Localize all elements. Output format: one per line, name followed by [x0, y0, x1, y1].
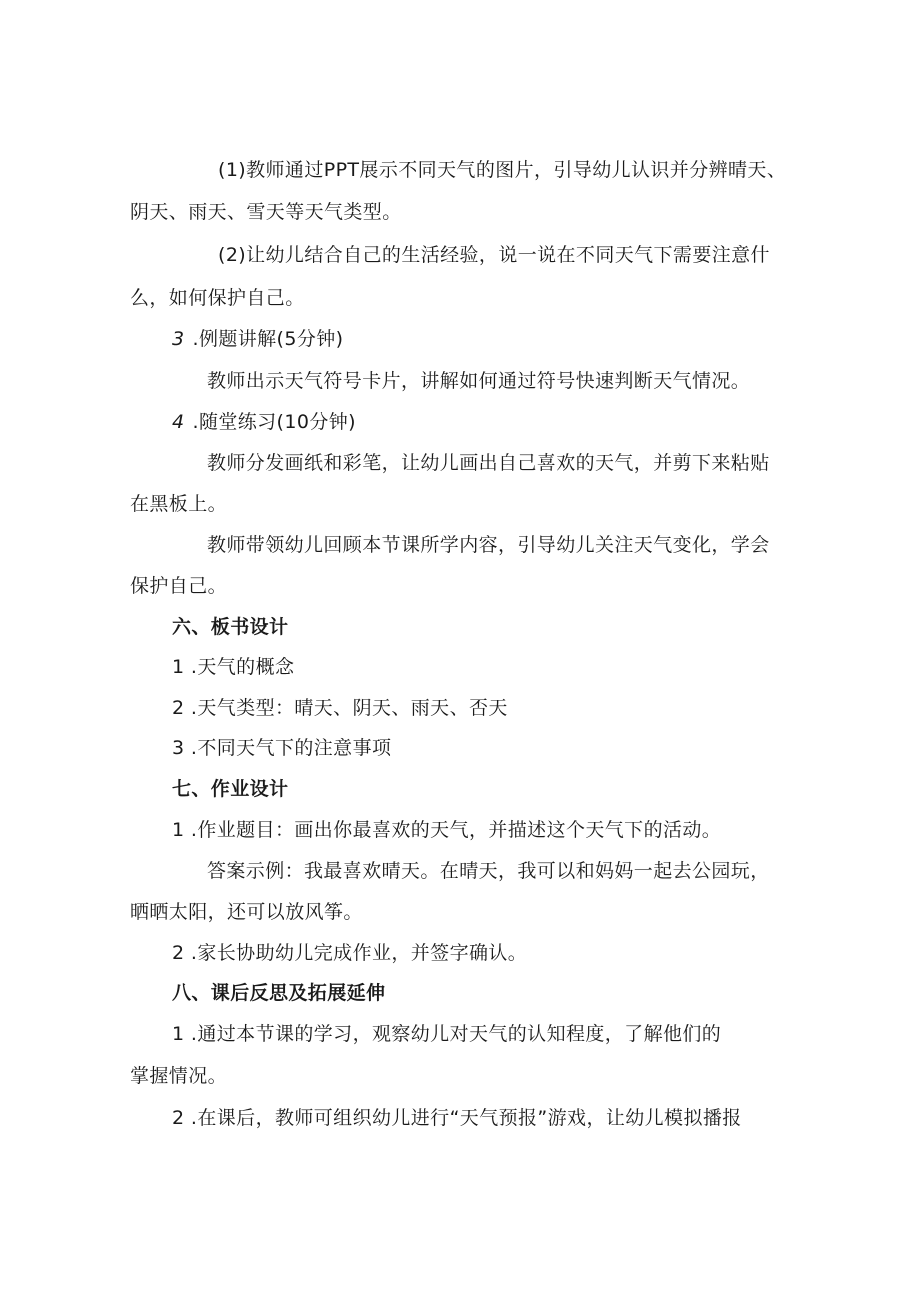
section-3-body: 教师出示天气符号卡片，讲解如何通过符号快速判断天气情况。 — [207, 370, 751, 392]
step-item-1-line1: (1)教师通过PPT展示不同天气的图片，引导幼儿认识并分辨晴天、 — [218, 159, 787, 181]
step-item-2-line1: (2)让幼儿结合自己的生活经验，说一说在不同天气下需要注意什 — [218, 244, 770, 266]
homework-answer-line2: 晒晒太阳，还可以放风筝。 — [130, 901, 363, 923]
board-design-item-3: 3 .不同天气下的注意事项 — [172, 737, 392, 759]
summary-line2: 保护自己。 — [130, 575, 228, 597]
section-4-title — [172, 410, 356, 434]
section-3-title-text: .例题讲解(5分钟) — [192, 328, 344, 350]
section-4-body-line2: 在黑板上。 — [130, 493, 228, 515]
step-item-1-line2: 阴天、雨天、雪天等天气类型。 — [130, 201, 402, 223]
homework-item-1: 1 .作业题目：画出你最喜欢的天气，并描述这个天气下的活动。 — [172, 819, 722, 841]
board-design-item-1: 1 .天气的概念 — [172, 656, 295, 678]
summary-line1: 教师带领幼儿回顾本节课所学内容，引导幼儿关注天气变化，学会 — [207, 534, 770, 556]
section-3-number: 3 — [172, 328, 185, 350]
reflection-item-1-line1: 1 .通过本节课的学习，观察幼儿对天气的认知程度，了解他们的 — [172, 1023, 722, 1045]
reflection-heading: 八、课后反思及拓展延伸 — [172, 982, 386, 1004]
reflection-item-1-line2: 掌握情况。 — [130, 1065, 228, 1087]
section-4-title-text: .随堂练习(10分钟) — [192, 411, 356, 433]
homework-answer-line1: 答案示例：我最喜欢晴天。在晴天，我可以和妈妈一起去公园玩， — [207, 860, 770, 882]
board-design-item-2: 2 .天气类型：晴天、阴天、雨天、否天 — [172, 697, 508, 719]
board-design-heading: 六、板书设计 — [172, 616, 289, 638]
section-4-number: 4 — [172, 411, 185, 433]
homework-heading: 七、作业设计 — [172, 778, 289, 800]
step-item-2-line2: 么，如何保护自己。 — [130, 287, 305, 309]
section-4-body-line1: 教师分发画纸和彩笔，让幼儿画出自己喜欢的天气，并剪下来粘贴 — [207, 452, 770, 474]
homework-item-2: 2 .家长协助幼儿完成作业，并签字确认。 — [172, 942, 528, 964]
reflection-item-2: 2 .在课后，教师可组织幼儿进行“天气预报”游戏，让幼儿模拟播报 — [172, 1107, 742, 1129]
section-3-title — [172, 327, 343, 351]
